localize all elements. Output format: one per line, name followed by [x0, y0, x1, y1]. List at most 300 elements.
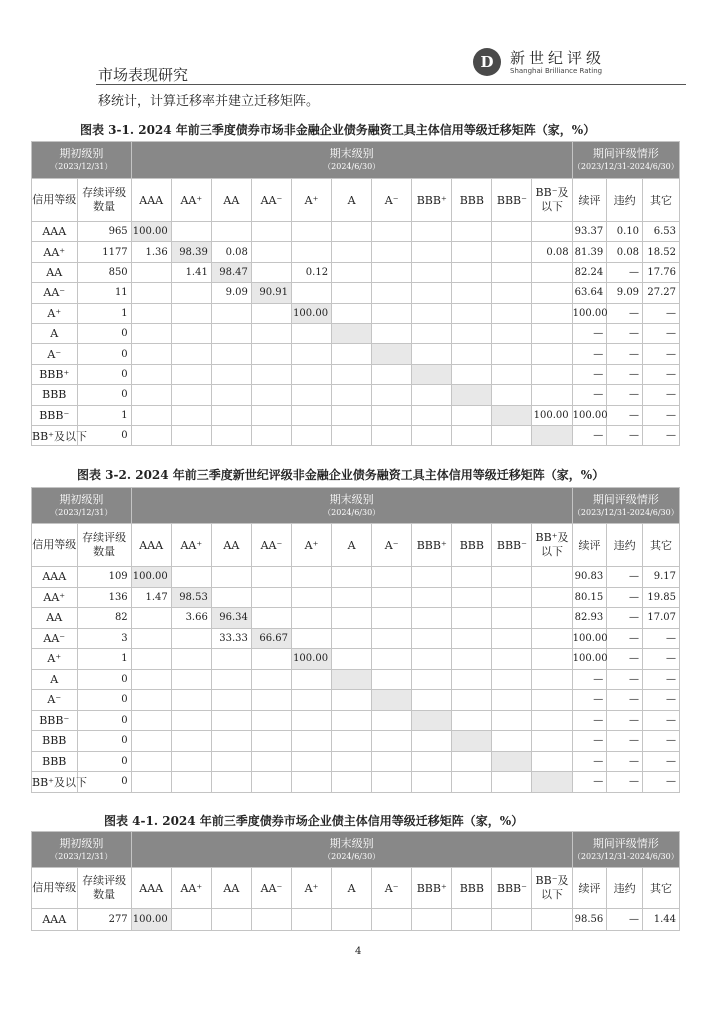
- matrix-cell: [412, 262, 452, 282]
- matrix-cell: —: [572, 425, 607, 445]
- row-count: 0: [77, 669, 131, 690]
- matrix-cell: [532, 262, 572, 282]
- matrix-cell: [452, 385, 492, 405]
- row-rating: A⁺: [32, 649, 78, 670]
- matrix-cell: [412, 405, 452, 425]
- matrix-cell: [372, 344, 412, 364]
- row-rating: A⁺: [32, 303, 78, 323]
- matrix-cell: [532, 772, 572, 793]
- matrix-cell: [211, 772, 251, 793]
- row-rating: AA⁺: [32, 242, 78, 262]
- matrix-cell: 100.00: [131, 222, 171, 242]
- matrix-cell: [452, 222, 492, 242]
- intro-text: 移统计，计算迁移率并建立迁移矩阵。: [98, 94, 320, 109]
- column-header: BB⁻及以下: [532, 179, 572, 222]
- matrix-cell: [492, 303, 532, 323]
- end-rating-header-date: （2024/6/30）: [323, 162, 381, 171]
- table-3-1-caption: 图表 3-1. 2024 年前三季度债券市场非金融企业债务融资工具主体信用等级迁移矩阵（家，%）: [80, 123, 596, 137]
- matrix-cell: [412, 242, 452, 262]
- matrix-cell: [532, 669, 572, 690]
- matrix-cell: [532, 385, 572, 405]
- row-count: 0: [77, 710, 131, 731]
- matrix-cell: [372, 425, 412, 445]
- matrix-cell: [372, 283, 412, 303]
- matrix-cell: [211, 567, 251, 588]
- column-header: A⁻: [372, 868, 412, 909]
- table-row: [32, 567, 680, 588]
- matrix-cell: [492, 710, 532, 731]
- matrix-cell: 98.47: [211, 262, 251, 282]
- matrix-cell: [171, 567, 211, 588]
- matrix-cell: [532, 608, 572, 629]
- matrix-cell: [412, 385, 452, 405]
- matrix-cell: —: [643, 731, 680, 752]
- matrix-cell: [412, 283, 452, 303]
- table-row: [32, 669, 680, 690]
- matrix-cell: [291, 323, 331, 343]
- matrix-cell: [332, 587, 372, 608]
- brand-logo-icon: D: [473, 48, 501, 76]
- table-3-2-caption: 图表 3-2. 2024 年前三季度新世纪评级非金融企业债务融资工具主体信用等级迁移矩阵（家，%）: [77, 468, 605, 482]
- matrix-cell: [211, 303, 251, 323]
- matrix-cell: [171, 649, 211, 670]
- row-rating: BBB: [32, 731, 78, 752]
- matrix-cell: [452, 323, 492, 343]
- matrix-cell: [412, 628, 452, 649]
- matrix-cell: [492, 649, 532, 670]
- matrix-cell: [492, 242, 532, 262]
- matrix-cell: —: [643, 772, 680, 793]
- matrix-cell: —: [607, 425, 643, 445]
- column-header: 其它: [643, 524, 680, 567]
- column-header: BBB⁺: [412, 179, 452, 222]
- matrix-cell: [171, 731, 211, 752]
- matrix-cell: 93.37: [572, 222, 607, 242]
- matrix-cell: 66.67: [251, 628, 291, 649]
- column-header: BBB: [452, 524, 492, 567]
- brand-name: 新世纪评级: [510, 49, 606, 67]
- matrix-cell: [171, 425, 211, 445]
- period-status-header-date: （2023/12/31-2024/6/30）: [572, 507, 679, 517]
- row-count: 0: [77, 364, 131, 384]
- brand-name-english: Shanghai Brilliance Rating: [510, 67, 603, 75]
- column-header: A: [332, 524, 372, 567]
- migration-matrix-table-3-2: [31, 487, 680, 793]
- column-header: BBB: [452, 868, 492, 909]
- row-count: 0: [77, 344, 131, 364]
- column-header: 违约: [607, 868, 643, 909]
- matrix-cell: [492, 385, 532, 405]
- column-header: BB⁻及以下: [532, 868, 572, 909]
- matrix-cell: 17.07: [643, 608, 680, 629]
- table-row: [32, 242, 680, 262]
- matrix-cell: [171, 772, 211, 793]
- matrix-cell: [452, 567, 492, 588]
- start-rating-header-date: （2023/12/31）: [50, 851, 113, 861]
- matrix-cell: [452, 242, 492, 262]
- row-rating: BBB⁺: [32, 364, 78, 384]
- matrix-cell: —: [643, 690, 680, 711]
- matrix-cell: 98.56: [572, 909, 607, 931]
- matrix-cell: [372, 772, 412, 793]
- count-column-header: 存续评级数量: [77, 524, 131, 567]
- matrix-cell: [131, 364, 171, 384]
- matrix-cell: [452, 909, 492, 931]
- matrix-cell: [251, 909, 291, 931]
- matrix-cell: 100.00: [291, 649, 331, 670]
- rating-column-header: 信用等级: [32, 524, 78, 567]
- end-rating-header: [131, 488, 572, 524]
- matrix-cell: 0.08: [211, 242, 251, 262]
- matrix-cell: 1.47: [131, 587, 171, 608]
- table-4-1-caption: 图表 4-1. 2024 年前三季度债券市场企业债主体信用等级迁移矩阵（家，%）: [104, 814, 524, 828]
- table-row: [32, 323, 680, 343]
- matrix-cell: [332, 405, 372, 425]
- matrix-cell: [131, 385, 171, 405]
- matrix-cell: [291, 608, 331, 629]
- matrix-cell: —: [607, 649, 643, 670]
- start-rating-header-date: （2023/12/31）: [50, 507, 113, 517]
- row-rating: BBB⁻: [32, 405, 78, 425]
- matrix-cell: [372, 222, 412, 242]
- matrix-cell: [291, 731, 331, 752]
- table-row: [32, 909, 680, 931]
- matrix-cell: [131, 690, 171, 711]
- matrix-cell: [492, 262, 532, 282]
- matrix-cell: 100.00: [572, 405, 607, 425]
- matrix-cell: —: [572, 772, 607, 793]
- matrix-cell: —: [607, 323, 643, 343]
- matrix-cell: [131, 303, 171, 323]
- matrix-cell: [452, 344, 492, 364]
- row-rating: AA⁻: [32, 283, 78, 303]
- row-rating: BB⁺及以下: [32, 772, 78, 793]
- row-rating: BBB⁻: [32, 710, 78, 731]
- matrix-cell: [131, 425, 171, 445]
- matrix-cell: [171, 344, 211, 364]
- matrix-cell: [332, 222, 372, 242]
- matrix-cell: [532, 222, 572, 242]
- start-rating-header: [32, 142, 132, 179]
- matrix-cell: —: [607, 751, 643, 772]
- matrix-cell: [532, 710, 572, 731]
- matrix-cell: [492, 731, 532, 752]
- matrix-cell: —: [607, 731, 643, 752]
- matrix-cell: [131, 262, 171, 282]
- table-row: [32, 731, 680, 752]
- matrix-cell: [532, 567, 572, 588]
- matrix-cell: [291, 364, 331, 384]
- period-status-header: [572, 832, 679, 868]
- matrix-cell: [251, 772, 291, 793]
- matrix-cell: —: [607, 690, 643, 711]
- matrix-cell: [171, 323, 211, 343]
- matrix-cell: —: [643, 628, 680, 649]
- matrix-cell: [131, 323, 171, 343]
- matrix-cell: 90.91: [251, 283, 291, 303]
- matrix-cell: [452, 628, 492, 649]
- matrix-cell: 27.27: [643, 283, 680, 303]
- column-header: 违约: [607, 524, 643, 567]
- matrix-cell: —: [607, 608, 643, 629]
- column-header: BBB⁻: [492, 868, 532, 909]
- matrix-cell: 82.24: [572, 262, 607, 282]
- matrix-cell: [332, 262, 372, 282]
- row-count: 277: [77, 909, 131, 931]
- matrix-cell: 9.17: [643, 567, 680, 588]
- column-header: BBB: [452, 179, 492, 222]
- column-header: 违约: [607, 179, 643, 222]
- matrix-cell: [332, 909, 372, 931]
- row-rating: A⁻: [32, 344, 78, 364]
- row-count: 0: [77, 751, 131, 772]
- matrix-cell: [332, 567, 372, 588]
- row-rating: AAA: [32, 567, 78, 588]
- matrix-cell: [372, 385, 412, 405]
- matrix-cell: 33.33: [211, 628, 251, 649]
- matrix-cell: —: [607, 909, 643, 931]
- column-header: 续评: [572, 179, 607, 222]
- matrix-cell: [332, 242, 372, 262]
- row-count: 1: [77, 649, 131, 670]
- matrix-cell: 9.09: [211, 283, 251, 303]
- matrix-cell: —: [607, 669, 643, 690]
- count-column-header: 存续评级数量: [77, 868, 131, 909]
- matrix-cell: 0.08: [532, 242, 572, 262]
- table-row: [32, 772, 680, 793]
- column-header: AA⁺: [171, 868, 211, 909]
- matrix-cell: —: [572, 385, 607, 405]
- period-status-header-label: 期间评级情形: [592, 836, 659, 850]
- row-rating: AA⁻: [32, 628, 78, 649]
- matrix-cell: [412, 344, 452, 364]
- matrix-cell: [412, 649, 452, 670]
- column-header: 续评: [572, 524, 607, 567]
- matrix-cell: [251, 669, 291, 690]
- matrix-cell: [412, 303, 452, 323]
- table-row: [32, 751, 680, 772]
- row-count: 11: [77, 283, 131, 303]
- start-rating-header: [32, 488, 132, 524]
- matrix-cell: —: [643, 669, 680, 690]
- matrix-cell: 82.93: [572, 608, 607, 629]
- matrix-cell: [532, 425, 572, 445]
- matrix-cell: [492, 669, 532, 690]
- matrix-cell: [291, 587, 331, 608]
- table-row: [32, 710, 680, 731]
- column-header: A⁺: [291, 524, 331, 567]
- matrix-cell: [291, 405, 331, 425]
- row-count: 0: [77, 323, 131, 343]
- row-rating: BBB: [32, 751, 78, 772]
- row-rating: AA: [32, 262, 78, 282]
- matrix-cell: [532, 909, 572, 931]
- matrix-cell: —: [643, 385, 680, 405]
- matrix-cell: [211, 909, 251, 931]
- matrix-cell: [171, 405, 211, 425]
- matrix-cell: [251, 242, 291, 262]
- start-rating-header-label: 期初级别: [59, 836, 104, 850]
- matrix-cell: [291, 344, 331, 364]
- matrix-cell: —: [643, 751, 680, 772]
- end-rating-header-date: （2024/6/30）: [323, 851, 381, 861]
- matrix-cell: [131, 731, 171, 752]
- column-header: AA⁺: [171, 524, 211, 567]
- matrix-cell: [532, 303, 572, 323]
- row-count: 0: [77, 772, 131, 793]
- matrix-cell: 1.36: [131, 242, 171, 262]
- matrix-cell: [332, 751, 372, 772]
- matrix-cell: 100.00: [291, 303, 331, 323]
- matrix-cell: [251, 262, 291, 282]
- matrix-cell: 81.39: [572, 242, 607, 262]
- matrix-cell: 90.83: [572, 567, 607, 588]
- matrix-cell: [171, 222, 211, 242]
- matrix-cell: [291, 425, 331, 445]
- table-row: [32, 385, 680, 405]
- matrix-cell: —: [607, 587, 643, 608]
- matrix-cell: —: [643, 344, 680, 364]
- matrix-cell: [452, 731, 492, 752]
- matrix-cell: 100.00: [532, 405, 572, 425]
- table-row: [32, 628, 680, 649]
- table-row: [32, 608, 680, 629]
- matrix-cell: [131, 344, 171, 364]
- matrix-cell: [492, 344, 532, 364]
- matrix-cell: [332, 303, 372, 323]
- row-rating: AA⁺: [32, 587, 78, 608]
- table-row: [32, 364, 680, 384]
- matrix-cell: [131, 710, 171, 731]
- matrix-cell: —: [572, 344, 607, 364]
- matrix-cell: —: [607, 303, 643, 323]
- matrix-cell: [452, 283, 492, 303]
- column-header: 续评: [572, 868, 607, 909]
- matrix-cell: [251, 405, 291, 425]
- matrix-cell: [211, 587, 251, 608]
- column-header: AAA: [131, 524, 171, 567]
- matrix-cell: [372, 710, 412, 731]
- matrix-cell: 100.00: [572, 628, 607, 649]
- matrix-cell: [171, 669, 211, 690]
- column-header: 其它: [643, 179, 680, 222]
- column-header: AA⁺: [171, 179, 211, 222]
- matrix-cell: 98.39: [171, 242, 211, 262]
- row-count: 0: [77, 690, 131, 711]
- matrix-cell: 100.00: [131, 567, 171, 588]
- matrix-cell: [131, 751, 171, 772]
- count-column-header: 存续评级数量: [77, 179, 131, 222]
- period-status-header: [572, 488, 679, 524]
- matrix-cell: [332, 385, 372, 405]
- matrix-cell: [492, 608, 532, 629]
- matrix-cell: [251, 344, 291, 364]
- matrix-cell: —: [607, 710, 643, 731]
- column-header: AA⁻: [251, 524, 291, 567]
- matrix-cell: [372, 669, 412, 690]
- matrix-cell: [251, 222, 291, 242]
- matrix-cell: [291, 222, 331, 242]
- matrix-cell: [452, 772, 492, 793]
- matrix-cell: [532, 323, 572, 343]
- table-row: [32, 425, 680, 445]
- row-count: 1: [77, 405, 131, 425]
- matrix-cell: [251, 690, 291, 711]
- matrix-cell: 1.41: [171, 262, 211, 282]
- matrix-cell: [251, 303, 291, 323]
- matrix-cell: [332, 323, 372, 343]
- row-count: 0: [77, 731, 131, 752]
- matrix-cell: [372, 628, 412, 649]
- column-header: BBB⁺: [412, 868, 452, 909]
- matrix-cell: [452, 364, 492, 384]
- matrix-cell: [412, 751, 452, 772]
- matrix-cell: [171, 364, 211, 384]
- end-rating-header-date: （2024/6/30）: [323, 507, 381, 517]
- column-header: BBB⁻: [492, 179, 532, 222]
- matrix-cell: [332, 608, 372, 629]
- column-header: BBB⁻: [492, 524, 532, 567]
- rating-column-header: 信用等级: [32, 868, 78, 909]
- matrix-cell: [372, 587, 412, 608]
- matrix-cell: [211, 344, 251, 364]
- row-rating: AAA: [32, 222, 78, 242]
- page-number: 4: [355, 946, 362, 957]
- matrix-cell: [412, 909, 452, 931]
- matrix-cell: —: [572, 669, 607, 690]
- table-row: [32, 690, 680, 711]
- matrix-cell: [251, 649, 291, 670]
- column-header: AA: [211, 868, 251, 909]
- matrix-cell: —: [572, 364, 607, 384]
- period-status-header-date: （2023/12/31-2024/6/30）: [572, 851, 679, 861]
- end-rating-header-label: 期末级别: [329, 147, 374, 160]
- matrix-cell: [532, 364, 572, 384]
- matrix-cell: [492, 323, 532, 343]
- matrix-cell: [452, 425, 492, 445]
- matrix-cell: 3.66: [171, 608, 211, 629]
- matrix-cell: [332, 425, 372, 445]
- matrix-cell: [492, 772, 532, 793]
- matrix-cell: [412, 323, 452, 343]
- matrix-cell: [211, 222, 251, 242]
- start-rating-header-date: （2023/12/31）: [50, 162, 113, 171]
- matrix-cell: [332, 710, 372, 731]
- matrix-cell: 0.10: [607, 222, 643, 242]
- matrix-cell: [291, 283, 331, 303]
- matrix-cell: [452, 710, 492, 731]
- matrix-cell: [171, 710, 211, 731]
- matrix-cell: [372, 751, 412, 772]
- column-header: A: [332, 179, 372, 222]
- row-count: 0: [77, 385, 131, 405]
- matrix-cell: [412, 710, 452, 731]
- matrix-cell: [171, 909, 211, 931]
- matrix-cell: —: [643, 710, 680, 731]
- matrix-cell: [251, 323, 291, 343]
- matrix-cell: [372, 405, 412, 425]
- matrix-cell: [412, 425, 452, 445]
- matrix-cell: [532, 649, 572, 670]
- matrix-cell: [251, 731, 291, 752]
- matrix-cell: 96.34: [211, 608, 251, 629]
- row-count: 109: [77, 567, 131, 588]
- column-header: AAA: [131, 868, 171, 909]
- matrix-cell: [452, 303, 492, 323]
- table-row: [32, 649, 680, 670]
- matrix-cell: [131, 405, 171, 425]
- row-count: 0: [77, 425, 131, 445]
